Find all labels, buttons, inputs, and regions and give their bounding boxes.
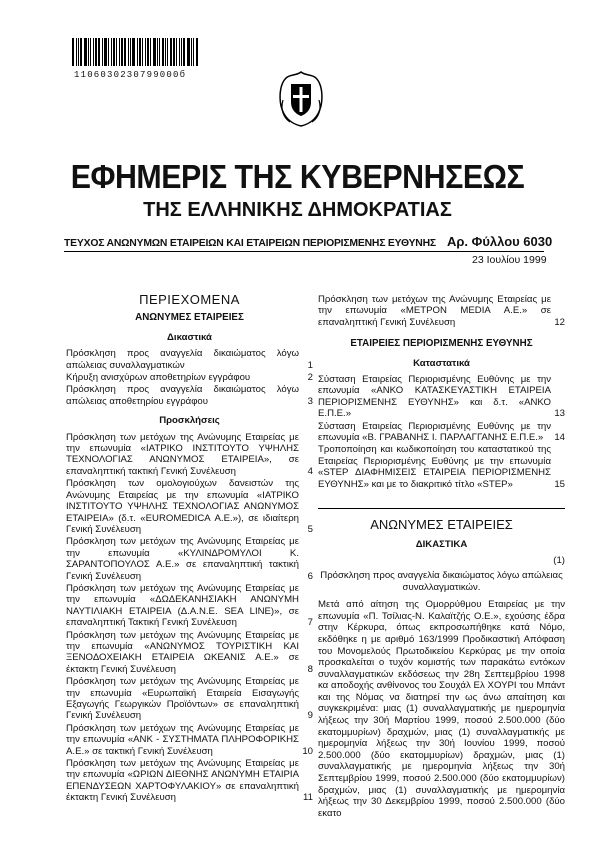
barcode-bar [162,38,164,66]
barcode-bar [193,38,194,66]
toc-entry-page: 7 [307,617,313,629]
toc-entry-page: 5 [307,523,313,535]
series-title: ΤΕΥΧΟΣ ΑΝΩΝΥΜΩΝ ΕΤΑΙΡΕΙΩΝ ΚΑΙ ΕΤΑΙΡΕΙΩΝ ΠΕΡΙΟΡΙΣΜΕΝΗΣ ΕΥΘΥΝΗΣ [64,238,436,249]
header-rule [64,251,544,252]
body-sub-title: ΔΙΚΑΣΤΙΚΑ [415,538,468,550]
toc-entry [66,478,313,535]
toc-entry-text: Πρόσκληση των μετόχων της Ανώνυμης Εταιρείας με την επωνυμία «ΔΩΔΕΚΑΝΗΣΙΑΚΗ ΑΝΩΝΥΜΗ ΝΑΥΤΙΛΙΑΚΗ ΕΤΑΙΡΕΙΑ (Δ.Α.Ν.Ε. SEA LINE)», σε επαναληπτική Τακτική Γενική Συνέλευση [66,582,299,629]
barcode-bar [176,38,177,66]
barcode-bar [191,38,192,66]
toc-list-proskliseis [66,432,313,804]
toc-entry [66,432,313,478]
barcode-bar [147,38,149,66]
barcode-bar [80,38,82,66]
barcode-bar [157,38,158,66]
barcode-bar [108,38,109,66]
barcode-bar [98,38,100,66]
toc-entry-text: Πρόσκληση των μετόχων της Ανώνυμης Εταιρείας με την επωνυμία «Ευρωπαϊκή Εταιρεία Εισαγωγής Εξαγωγής Γεωργικών Προϊόντων» σε επαναληπτική Γενική Συνέλευση [66,676,299,722]
barcode-bar [111,38,112,66]
toc-entry-text: Πρόσκληση των μετόχων της Ανώνυμης Εταιρείας με την επωνυμία «ΚΥΛΙΝΔΡΟΜΥΛΟΙ Κ. ΣΑΡΑΝΤΟΠΟΥΛΟΣ Α.Ε.» σε επαναληπτική τακτική Γενική Συνέλευση [66,536,299,582]
notice-paragraph: Μετά από αίτηση της Ομορρύθμου Εταιρείας με την επωνυμία «Π. Τσίλιας-Ν. Καλαϊτζής Ο.Ε.», εχούσης έδρα στην Κέρκυρα, όπως εκπροσωπήθηκε κατά Νόμο, εκδόθηκε η με αριθμό 163/1999 Προδικαστική Απόφαση του Μονομελούς Πρωτοδικείου Κερκύρας με την οποία προσκαλείται ο τυχόν κομιστής των παρακάτω εντόκων συναλλαγματικών εκδόσεως την 28η Σεπτεμβρίου 1998 κα αποδοχής ανθίνονος του Σουχάλ Ελ ΧΟΥΡΙ του Μπάντ και της Νόμας να διατηρεί την ως άνω απαίτηση και συγκεκριμένα: μιας (1) συναλλαγματικής με ημερομηνία λήξεως την 30ή Μαρτίου 1999, ποσού 2.500.000 (δύο εκατομμυρίων) δραχμών, μιας (1) συναλλαγματικής με ημερομηνία λήξεως την 30ή Ιουνίου 1999, ποσού 2.500.000 (δύο εκατομμυρίων) δραχμών, μιας (1) συναλλαγματικής με ημερομηνία λήξεως την 30ή Σεπτεμβρίου 1999, ποσού 2.500.000 (δύο εκατομμυρίων) δραχμών, μιας (1) συναλλαγματικής με ημερομηνία λήξεως την 30 Δεκεμβρίου 1999, ποσού 2.500.000 (δύο εκατο [318,599,565,819]
sheet-number: Αρ. Φύλλου 6030 [447,234,553,249]
toc-list-dikastika [66,348,313,407]
barcode-bar [159,38,160,66]
toc-entry-text: Πρόσκληση των ομολογιούχων δανειστών της Ανώνυμης Εταιρείας με την επωνυμία «ΙΑΤΡΙΚΟ ΙΝΣΤΙΤΟΥΤΟ ΥΨΗΛΗΣ ΤΕΧΝΟΛΟΓΙΑΣ ΑΝΩΝΥΜΟΣ ΕΤΑΙΡΕΙΑ» (δ.τ. «EUROMEDICA Α.Ε.»), σε ιδιαίτερη Γενική Συνέλευση [66,478,299,535]
toc-entry-text: Πρόσκληση των μετόχων της Ανώνυμης Εταιρείας με την επωνυμία «ΩΡΙΩΝ ΔΙΕΘΝΗΣ ΑΝΩΝΥΜΗ ΕΤΑΙΡΙΑ ΕΠΕΝΔΥΣΕΩΝ ΧΑΡΤΟΦΥΛΑΚΙΟΥ» σε επαναληπτική έκτακτη Γενική Συνέλευση [66,758,299,804]
toc-entry [66,630,313,676]
toc-entry [66,583,313,629]
barcode-bar [130,38,131,66]
toc-entry-page: 3 [307,395,313,407]
toc-entry-page: 15 [554,478,565,490]
barcode-bar [137,38,138,66]
toc-entry-page: 9 [307,710,313,722]
toc-entry-page: 2 [307,372,313,384]
toc-entry-text: Σύσταση Εταιρείας Περιορισμένης Ευθύνης με την επωνυμία «ΑΝΚΟ ΚΑΤΑΣΚΕΥΑΣΤΙΚΗ ΕΤΑΙΡΕΙΑ ΠΕΡΙΟΡΙΣΜΕΝΗΣ ΕΥΘΥΝΗΣ» και δ.τ. «ΑΝΚΟ Ε.Π.Ε.» [318,374,551,420]
toc-entry-text: Πρόσκληση των μετόχων της Ανώνυμης Εταιρείας με την επωνυμία «ΙΑΤΡΙΚΟ ΙΝΣΤΙΤΟΥΤΟ ΥΨΗΛΗΣ ΤΕΧΝΟΛΟΓΙΑΣ ΑΝΩΝΥΜΟΣ ΕΤΑΙΡΕΙΑ», σε επαναληπτική τακτική Γενική Συνέλευση [66,431,299,477]
toc-entry-text: Πρόσκληση των μετόχων της Ανώνυμης Εταιρείας με την επωνυμία «ΜΕΤΡΟΝ MEDIA Α.Ε.» σε επαναληπτική Γενική Συνέλευση [318,294,551,328]
toc-section-epe: ΕΤΑΙΡΕΙΕΣ ΠΕΡΙΟΡΙΣΜΕΝΗΣ ΕΥΘΥΝΗΣ [350,338,533,350]
toc-entry-page: 8 [307,663,313,675]
barcode-bar [93,38,94,66]
barcode-bar [165,38,166,66]
barcode-bar [196,38,198,66]
barcode-bar [142,38,143,66]
toc-entry-page: 13 [554,408,565,420]
toc-entry-page: 11 [303,792,313,804]
toc-sub-dikastika: Δικαστικά [167,331,212,343]
barcode-bar [102,38,103,66]
toc-sub-proskliseis: Προσκλήσεις [159,415,220,427]
barcode-bar [124,38,126,66]
barcode-bar [167,38,168,66]
barcode-bar [150,38,151,66]
toc-entry [66,723,313,757]
body-section [318,508,565,819]
barcode-bar [187,38,190,66]
barcode-bar [132,38,135,66]
toc-title: ΠΕΡΙΕΧΟΜΕΝΑ [139,292,240,307]
toc-entry [318,444,565,490]
barcode-bar [72,38,74,66]
barcode-bar [113,38,115,66]
notice-number: (1) [553,554,565,566]
toc-entry-text: Πρόσκληση των μετόχων της Ανώνυμης Εταιρείας με την επωνυμία «ΑΝΩΝΥΜΟΣ ΤΟΥΡΙΣΤΙΚΗ ΚΑΙ ΞΕΝΟΔΟΧΕΙΑΚΗ ΕΤΑΙΡΕΙΑ ΩΚΕΑΝΙΣ Α.Ε.» σε έκτακτη Γενική Συνέλευση [66,629,299,675]
toc-column-right [318,294,565,819]
toc-entry-text: Πρόσκληση προς αναγγελία δικαιώματος λόγω απώλειας αποθετηρίου εγγράφου [66,384,299,407]
toc-entry-page: 12 [554,316,565,328]
toc-entry [66,372,313,383]
barcode-bar [181,38,182,66]
barcode-bar [179,38,180,66]
toc-section-ae: ΑΝΩΝΥΜΕΣ ΕΤΑΙΡΕΙΕΣ [135,312,244,324]
toc-entry-text: Τροποποίηση και κωδικοποίηση του καταστατικού της Εταιρείας Περιορισμένης Ευθύνης με την επωνυμία «STEP ΔΙΑΦΗΜΙΣΕΙΣ ΕΤΑΙΡΕΙΑ ΠΕΡΙΟΡΙΣΜΕΝΗΣ ΕΥΘΥΝΗΣ» και με το διακριτικό τίτλο «STEP» [318,444,551,490]
issue-date: 23 Ιουλίου 1999 [472,254,547,266]
barcode-bar [95,38,97,66]
toc-sub-katastatika: Καταστατικά [413,357,470,369]
toc-entry-page: 1 [307,359,313,371]
toc-entry-page: 4 [307,465,313,477]
barcode-bar [88,38,89,66]
gazette-subtitle: ΤΗΣ ΕΛΛΗΝΙΚΗΣ ΔΗΜΟΚΡΑΤΙΑΣ [143,199,452,221]
toc-entry-text: Πρόσκληση προς αναγγελία δικαιώματος λόγω απώλειας συναλλαγματικών [66,348,299,371]
barcode-bar [139,38,141,66]
toc-entry-text: Κήρυξη ανισχύρων αποθετηρίων εγγράφου [66,372,251,384]
toc-entry [318,294,565,328]
barcode-bar [90,38,91,66]
barcode-bar [121,38,123,66]
toc-entry-page: 6 [307,570,313,582]
barcode [72,38,214,66]
barcode-bar [119,38,120,66]
toc-column-left [66,294,313,805]
toc-entry [318,374,565,420]
toc-entry [66,536,313,582]
greek-coat-of-arms-icon [276,70,326,128]
toc-list-proskliseis-cont [318,294,565,328]
barcode-bar [183,38,185,66]
notice-title: Πρόσκληση προς αναγγελία δικαιώματος λόγω απώλειας συναλλαγματικών. [320,570,563,593]
barcode-bar [104,38,107,66]
toc-entry [66,348,313,371]
gazette-title: ΕΦΗΜΕΡΙΣ ΤΗΣ ΚΥΒΕΡΝΗΣΕΩΣ [70,158,525,195]
barcode-bar [84,38,87,66]
barcode-bar [153,38,156,66]
toc-entry-text: Πρόσκληση των μετόχων της Ανώνυμης Εταιρείας με την επωνυμία «ΑΝΚ - ΣΥΣΤΗΜΑΤΑ ΠΛΗΡΟΦΟΡΙΚΗΣ Α.Ε.» σε τακτική Γενική Συνέλευση [66,722,299,757]
barcode-bar [170,38,172,66]
toc-entry-page: 14 [554,432,565,444]
barcode-bar [173,38,175,66]
toc-entry [66,384,313,407]
toc-entry [318,421,565,444]
barcode-bar [76,38,77,66]
barcode-number: 1106030230799000б [74,70,187,80]
barcode-bar [145,38,146,66]
toc-entry-text: Σύσταση Εταιρείας Περιορισμένης Ευθύνης με την επωνυμία «Β. ΓΡΑΒΑΝΗΣ Ι. ΠΑΡΛΑΓΓΑΝΗΣ Ε.Π.Ε.» [318,420,551,444]
toc-entry [66,758,313,804]
toc-list-katastatika [318,374,565,490]
toc-entry [66,676,313,722]
toc-entry-page: 10 [302,745,313,757]
barcode-bar [128,38,129,66]
barcode-bar [116,38,117,66]
body-section-title: ΑΝΩΝΥΜΕΣ ΕΤΑΙΡΕΙΕΣ [370,517,513,533]
barcode-bar [78,38,79,66]
